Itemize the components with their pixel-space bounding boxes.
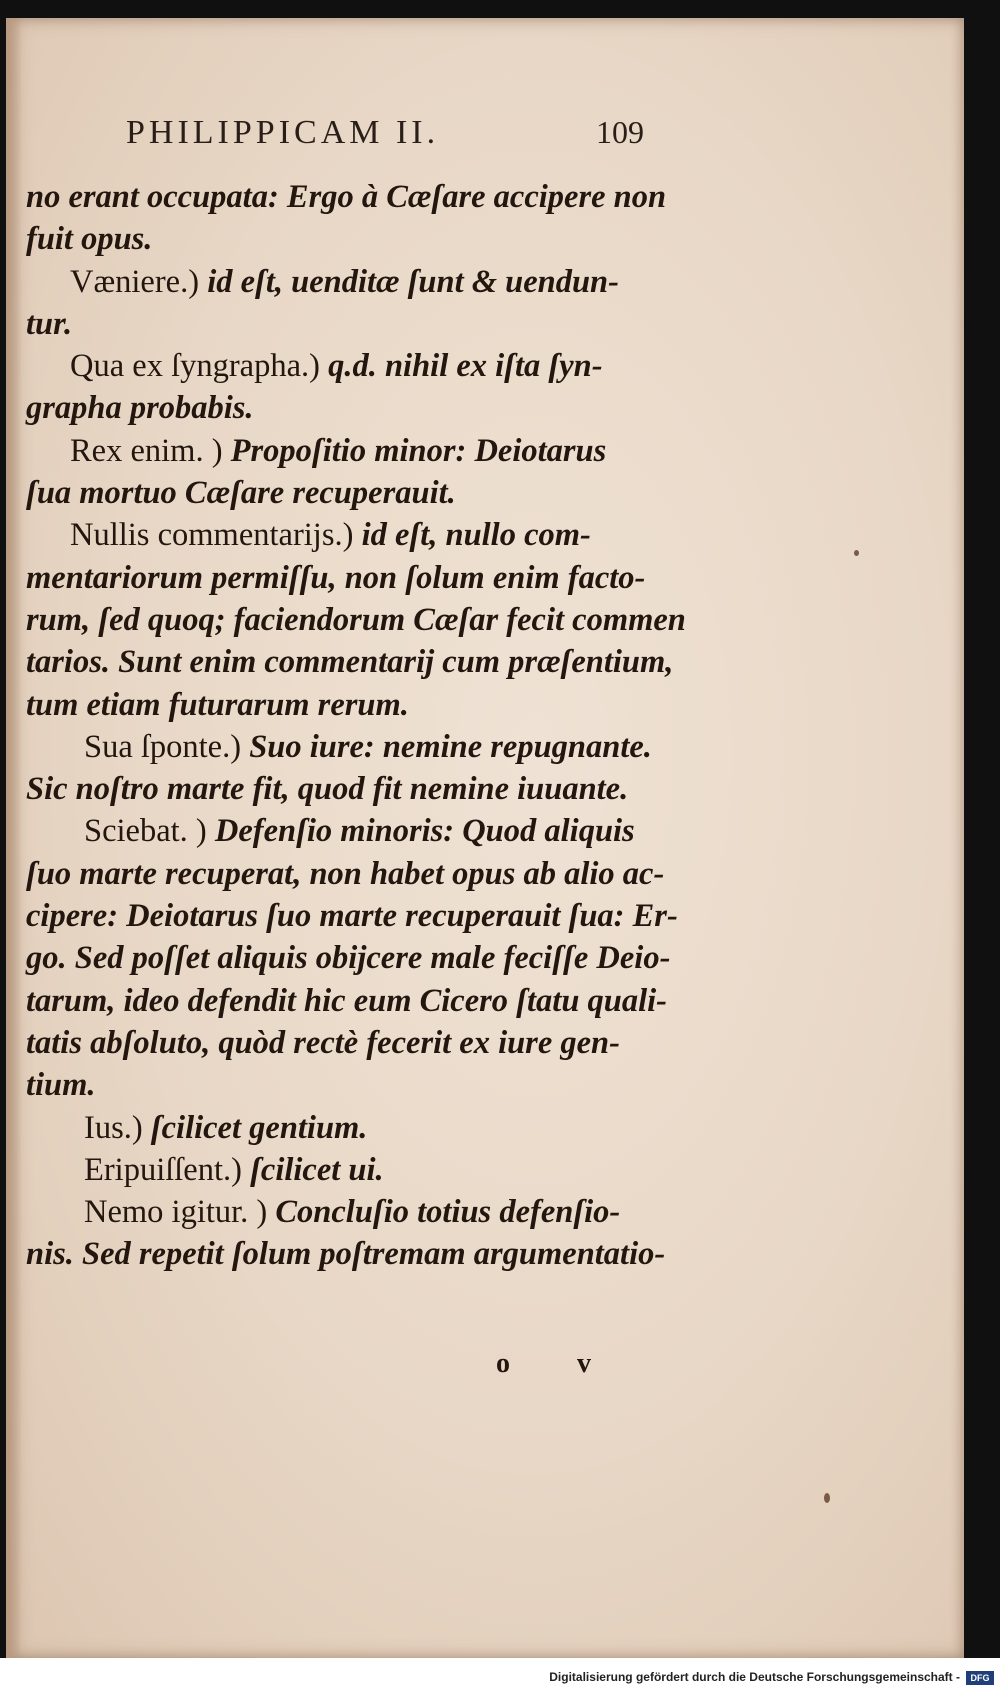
commentary: ſua mortuo Cæſare recuperauit. — [26, 475, 456, 512]
page-number: 109 — [596, 114, 644, 150]
page-body-text — [26, 176, 706, 1276]
commentary: ſuo marte recuperat, non habet opus ab alio ac- — [26, 855, 665, 892]
commentary: mentariorum permiſſu, non ſolum enim facto- — [26, 559, 646, 596]
text-line — [26, 1022, 706, 1064]
text-line — [26, 303, 706, 345]
commentary: go. Sed poſſet aliquis obijcere male feciſſe Deio- — [26, 940, 671, 977]
text-line — [26, 472, 706, 514]
commentary: Propoſitio minor: Deiotarus — [222, 432, 607, 469]
commentary: nis. Sed repetit ſolum poſtremam argumentatio- — [26, 1236, 666, 1273]
commentary: grapha probabis. — [26, 390, 254, 427]
text-line — [26, 514, 706, 556]
book-page — [6, 18, 964, 1658]
commentary: Suo iure: nemine repugnante. — [241, 728, 652, 765]
running-title: PHILIPPICAM II. — [126, 114, 440, 151]
commentary: Defenſio minoris: Quod aliquis — [206, 813, 635, 850]
commentary: tatis abſoluto, quòd rectè fecerit ex iure gen- — [26, 1024, 620, 1061]
commentary: ſcilicet gentium. — [142, 1109, 368, 1146]
text-line — [26, 810, 706, 852]
lemma: Væniere.) — [70, 263, 200, 300]
text-line — [26, 895, 706, 937]
commentary: Sic noſtro marte fit, quod fit nemine iuuante. — [26, 771, 629, 808]
funding-credit: Digitalisierung gefördert durch die Deutsche Forschungsgemeinschaft - — [549, 1670, 960, 1684]
commentary: tarios. Sunt enim commentarij cum præſentium, — [26, 644, 674, 681]
text-line — [26, 345, 706, 387]
commentary: tarum, ideo defendit hic eum Cicero ſtatu quali- — [26, 982, 667, 1019]
commentary: tium. — [26, 1067, 96, 1104]
text-line — [26, 557, 706, 599]
lemma: Sua ſponte.) — [84, 728, 242, 765]
commentary: ſcilicet ui. — [241, 1151, 384, 1188]
text-line — [26, 768, 706, 810]
text-line — [26, 176, 706, 218]
lemma: Eripuiſſent.) — [84, 1151, 242, 1188]
signature-mark: o v — [496, 1348, 621, 1379]
commentary: id eſt, nullo com- — [353, 517, 591, 554]
footer-bar — [0, 1658, 1000, 1692]
text-line — [26, 1149, 706, 1191]
text-line — [26, 641, 706, 683]
commentary: Concluſio totius defenſio- — [267, 1194, 621, 1231]
lemma: Sciebat. ) — [84, 813, 207, 850]
running-header — [6, 114, 964, 164]
lemma: Nullis commentarijs.) — [70, 517, 354, 554]
text-line — [26, 980, 706, 1022]
text-line — [26, 1233, 706, 1275]
text-line — [26, 261, 706, 303]
text-line — [26, 726, 706, 768]
lemma: Qua ex ſyngrapha.) — [70, 348, 320, 385]
paper-speck — [854, 550, 859, 556]
dfg-logo: DFG — [966, 1671, 994, 1685]
lemma: Nemo igitur. ) — [84, 1194, 268, 1231]
text-line — [26, 1107, 706, 1149]
page-gutter-shadow — [6, 18, 22, 1658]
commentary: no erant occupata: Ergo à Cæſare accipere non — [26, 179, 667, 215]
commentary: tum etiam futurarum rerum. — [26, 686, 409, 723]
text-line — [26, 218, 706, 260]
paper-speck — [824, 1493, 830, 1503]
commentary: tur. — [26, 305, 73, 342]
text-line — [26, 937, 706, 979]
text-line — [26, 1064, 706, 1106]
lemma: Rex enim. ) — [70, 432, 223, 469]
text-line — [26, 1191, 706, 1233]
commentary: rum, ſed quoq; faciendorum Cæſar fecit commen — [26, 601, 686, 638]
text-line — [26, 599, 706, 641]
commentary: q.d. nihil ex iſta ſyn- — [319, 348, 603, 385]
commentary: id eſt, uenditæ ſunt & uendun- — [199, 263, 619, 300]
commentary: fuit opus. — [26, 221, 153, 258]
text-line — [26, 684, 706, 726]
text-line — [26, 387, 706, 429]
text-line — [26, 853, 706, 895]
lemma: Ius.) — [84, 1109, 143, 1146]
commentary: cipere: Deiotarus ſuo marte recuperauit ſua: Er- — [26, 898, 678, 935]
text-line — [26, 430, 706, 472]
